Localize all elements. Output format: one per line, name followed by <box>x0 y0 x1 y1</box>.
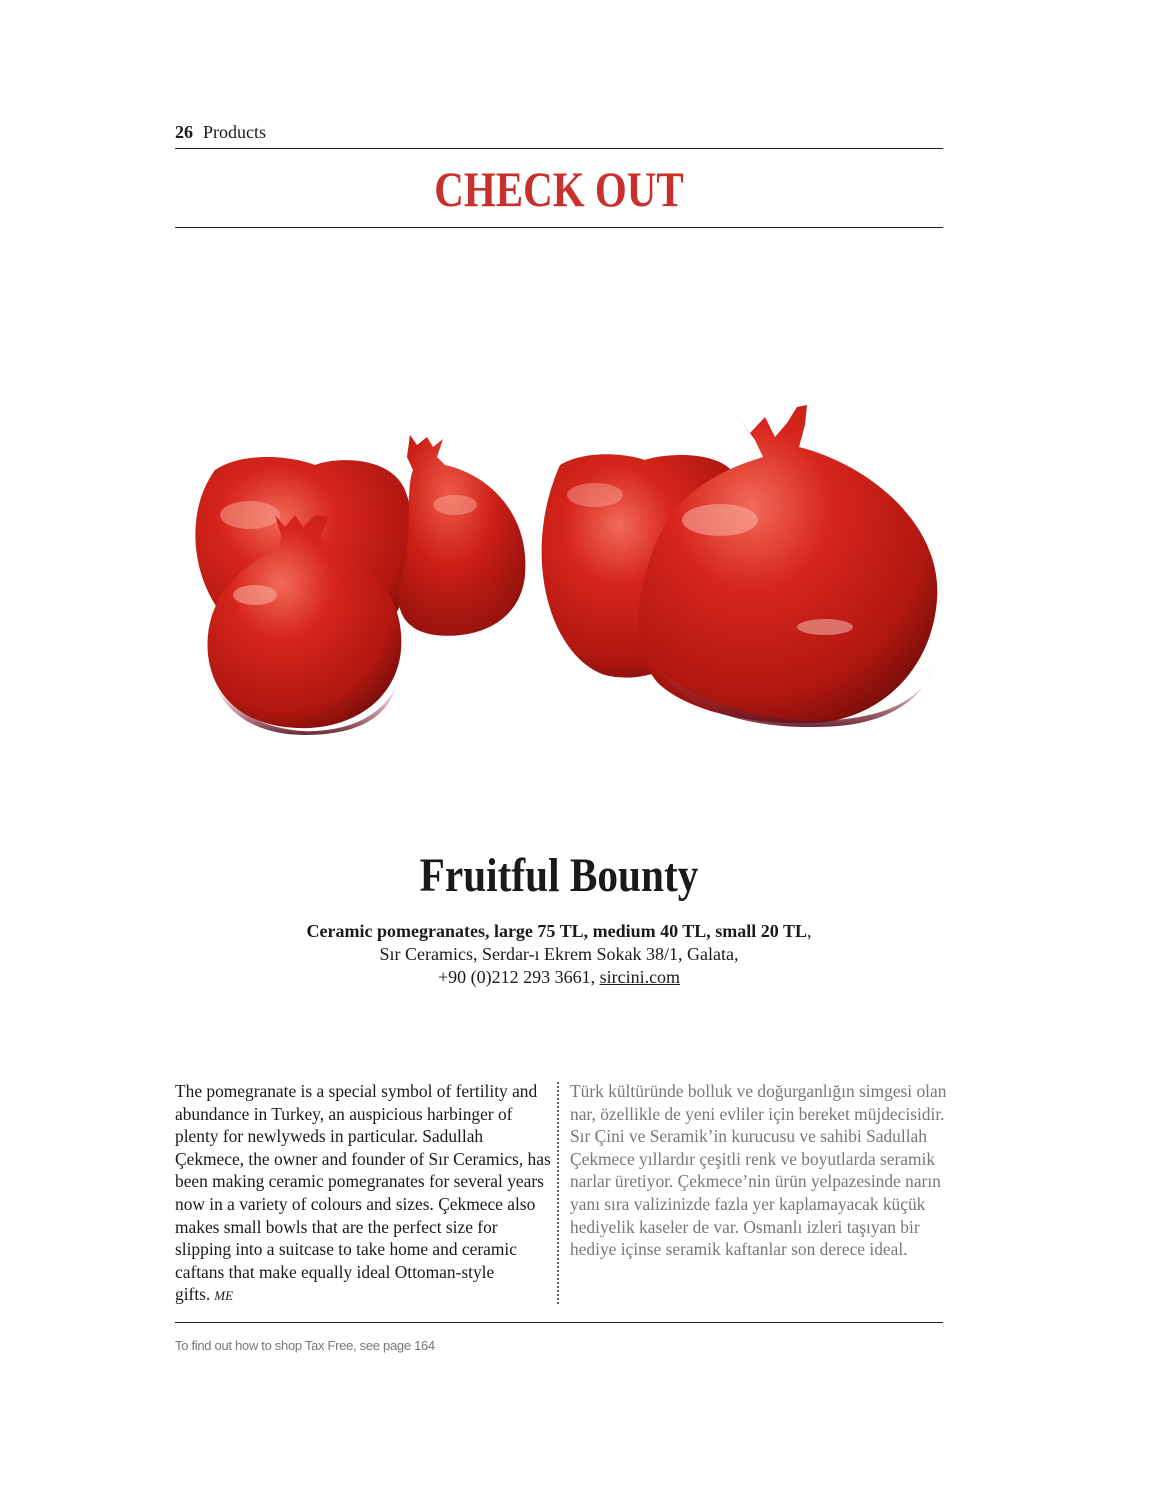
contact-line <box>175 966 943 989</box>
page-header <box>175 122 943 148</box>
phone: +90 (0)212 293 3661, <box>437 967 596 987</box>
pomegranate-large <box>638 405 937 727</box>
turkish-body: Türk kültüründe bolluk ve doğurganlığın simgesi olan nar, özellikle de yeni evliler için bereket müjdecisidir. Sır Çini ve Seramik’in kurucusu ve sahibi Sadullah Çekmece yıllardır çeşitli renk ve boyutlarda seramik narlar üretiyor. Çekmece’nin ürün yelpazesinde narın yanı sıra valizinizde fazla yer kaplamayacak küçük hediyelik kaseler de var. Osmanlı izleri taşıyan bir hediye içinse seramik kaftanlar son derece ideal. <box>570 1081 947 1260</box>
pomegranate-back-center <box>398 435 525 636</box>
column-divider <box>557 1082 559 1304</box>
footer-note: To find out how to shop Tax Free, see page 164 <box>175 1338 435 1353</box>
price-line: Ceramic pomegranates, large 75 TL, medium 40 TL, small 20 TL, <box>306 921 812 941</box>
header-rule <box>175 148 943 149</box>
address-line: Sır Ceramics, Serdar-ı Ekrem Sokak 38/1, Galata, <box>379 944 739 964</box>
english-body: The pomegranate is a special symbol of fertility and abundance in Turkey, an auspicious harbinger of plenty for newlyweds in particular. Sadullah Çekmece, the owner and founder of Sır Ceramics, has been making ceramic pomegranates for several years now in a variety of colours and sizes. Çekmece also makes small bowls that are the perfect size for slipping into a suitcase to take home and ceramic caftans that make equally ideal Ottoman-style gifts. <box>175 1081 551 1305</box>
section-label: Products <box>203 122 266 142</box>
pomegranates-illustration <box>175 395 945 740</box>
website-link[interactable]: sircini.com <box>599 967 681 987</box>
product-details <box>175 920 943 989</box>
article-headline: Fruitful Bounty <box>419 849 699 902</box>
english-column <box>175 1080 553 1308</box>
page-number: 26 <box>175 122 193 142</box>
byline: ME <box>214 1288 234 1304</box>
product-photo <box>175 395 945 745</box>
footer-rule <box>175 1322 943 1323</box>
title-rule <box>175 227 943 228</box>
section-title: CHECK OUT <box>434 161 684 217</box>
turkish-column <box>570 1080 948 1261</box>
